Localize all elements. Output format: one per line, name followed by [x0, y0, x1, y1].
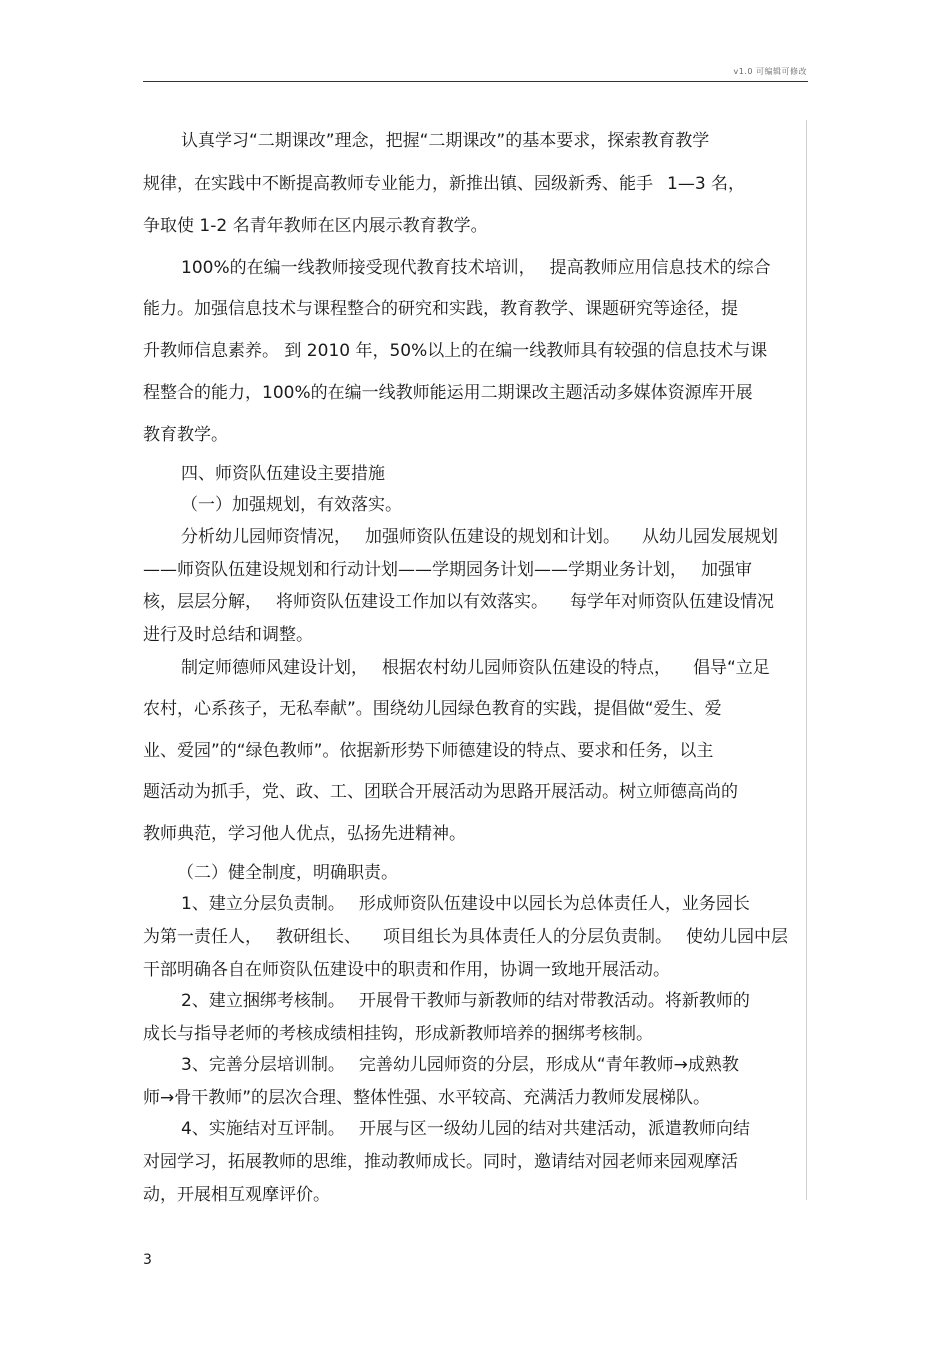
header-version-note: v1.0 可编辑可修改 — [733, 67, 807, 76]
line-segment: 题活动为抓手，党、政、工、团联合开展活动为思路开展活动。树立师德高尚的 — [143, 782, 738, 802]
paragraph-line — [143, 211, 488, 236]
line-segment: 教研组长、 — [276, 927, 361, 947]
paragraph-line — [143, 555, 752, 580]
paragraph-line — [143, 1083, 710, 1108]
line-segment: 将师资队伍建设工作加以有效落实。 — [276, 592, 548, 612]
line-segment: 争取使 1-2 名青年教师在区内展示教育教学。 — [143, 216, 488, 236]
line-segment: 2、建立捆绑考核制。 — [181, 991, 345, 1011]
page-number: 3 — [143, 1252, 152, 1268]
line-segment: （一）加强规划，有效落实。 — [181, 495, 402, 515]
paragraph-line — [143, 587, 774, 612]
paragraph-line — [143, 1019, 653, 1044]
paragraph-line — [181, 253, 771, 278]
paragraph-line — [181, 490, 402, 515]
paragraph-line — [143, 955, 670, 980]
line-segment: 根据农村幼儿园师资队伍建设的特点， — [382, 658, 671, 678]
line-segment: （二）健全制度，明确职责。 — [177, 863, 398, 883]
paragraph-line — [143, 1180, 330, 1205]
paragraph-line — [181, 653, 770, 678]
line-segment: 1—3 名， — [667, 174, 746, 194]
line-segment: 进行及时总结和调整。 — [143, 625, 313, 645]
line-segment: 能力。加强信息技术与课程整合的研究和实践，教育教学、课题研究等途径，提 — [143, 299, 738, 319]
line-segment: ——师资队伍建设规划和行动计划——学期园务计划——学期业务计划， — [143, 560, 687, 580]
paragraph-line — [181, 459, 385, 484]
paragraph-line — [181, 1050, 739, 1075]
line-segment: 从幼儿园发展规划 — [642, 527, 778, 547]
line-segment: 使幼儿园中层 — [686, 927, 788, 947]
line-segment: 3、完善分层培训制。 — [181, 1055, 345, 1075]
paragraph-line — [143, 819, 466, 844]
line-segment: 升教师信息素养。 到 2010 年，50%以上的在编一线教师具有较强的信息技术与课 — [143, 341, 768, 361]
line-segment: 制定师德师风建设计划， — [181, 658, 368, 678]
line-segment: 加强师资队伍建设的规划和计划。 — [365, 527, 620, 547]
paragraph-line — [143, 1147, 738, 1172]
line-segment: 完善幼儿园师资的分层，形成从“青年教师→成熟教 — [358, 1055, 739, 1075]
header-rule — [143, 81, 808, 82]
line-segment: 形成师资队伍建设中以园长为总体责任人，业务园长 — [358, 894, 750, 914]
paragraph-line — [143, 736, 713, 761]
paragraph-line — [143, 777, 738, 802]
line-segment: 开展骨干教师与新教师的结对带教活动。将新教师的 — [358, 991, 750, 1011]
line-segment: 教师典范，学习他人优点，弘扬先进精神。 — [143, 824, 466, 844]
line-segment: 倡导“立足 — [693, 658, 770, 678]
paragraph-line — [143, 294, 738, 319]
right-margin-rule — [806, 120, 807, 1200]
paragraph-line — [143, 169, 745, 194]
line-segment: 业、爱园”的“绿色教师”。依据新形势下师德建设的特点、要求和任务，以主 — [143, 741, 714, 761]
paragraph-line — [143, 336, 767, 361]
paragraph-line — [181, 1114, 750, 1139]
paragraph-line — [181, 126, 709, 151]
line-segment: 1、建立分层负责制。 — [181, 894, 345, 914]
paragraph-line — [181, 986, 750, 1011]
paragraph-line — [143, 378, 753, 403]
paragraph-line — [177, 858, 398, 883]
paragraph-line — [143, 922, 788, 947]
line-segment: 程整合的能力，100%的在编一线教师能运用二期课改主题活动多媒体资源库开展 — [143, 383, 753, 403]
line-segment: 每学年对师资队伍建设情况 — [570, 592, 774, 612]
line-segment: 规律，在实践中不断提高教师专业能力，新推出镇、园级新秀、能手 — [143, 174, 653, 194]
line-segment: 项目组长为具体责任人的分层负责制。 — [383, 927, 672, 947]
line-segment: 4、实施结对互评制。 — [181, 1119, 345, 1139]
line-segment: 核，层层分解， — [143, 592, 262, 612]
line-segment: 师→骨干教师”的层次合理、整体性强、水平较高、充满活力教师发展梯队。 — [143, 1088, 711, 1108]
line-segment: 农村，心系孩子，无私奉献”。围绕幼儿园绿色教育的实践，提倡做“爱生、爱 — [143, 699, 722, 719]
line-segment: 开展与区一级幼儿园的结对共建活动，派遣教师向结 — [358, 1119, 750, 1139]
paragraph-line — [181, 889, 750, 914]
line-segment: 教育教学。 — [143, 425, 228, 445]
paragraph-line — [143, 620, 313, 645]
line-segment: 100%的在编一线教师接受现代教育技术培训， — [181, 258, 536, 278]
line-segment: 分析幼儿园师资情况， — [181, 527, 351, 547]
line-segment: 为第一责任人， — [143, 927, 262, 947]
line-segment: 成长与指导老师的考核成绩相挂钩，形成新教师培养的捆绑考核制。 — [143, 1024, 653, 1044]
line-segment: 认真学习“二期课改”理念，把握“二期课改”的基本要求，探索教育教学 — [181, 131, 710, 151]
line-segment: 动，开展相互观摩评价。 — [143, 1185, 330, 1205]
paragraph-line — [181, 522, 778, 547]
paragraph-line — [143, 420, 228, 445]
line-segment: 对园学习，拓展教师的思维，推动教师成长。同时，邀请结对园老师来园观摩活 — [143, 1152, 738, 1172]
line-segment: 提高教师应用信息技术的综合 — [549, 258, 771, 278]
line-segment: 四、师资队伍建设主要措施 — [181, 464, 385, 484]
line-segment: 加强审 — [701, 560, 752, 580]
line-segment: 干部明确各自在师资队伍建设中的职责和作用，协调一致地开展活动。 — [143, 960, 670, 980]
paragraph-line — [143, 694, 722, 719]
